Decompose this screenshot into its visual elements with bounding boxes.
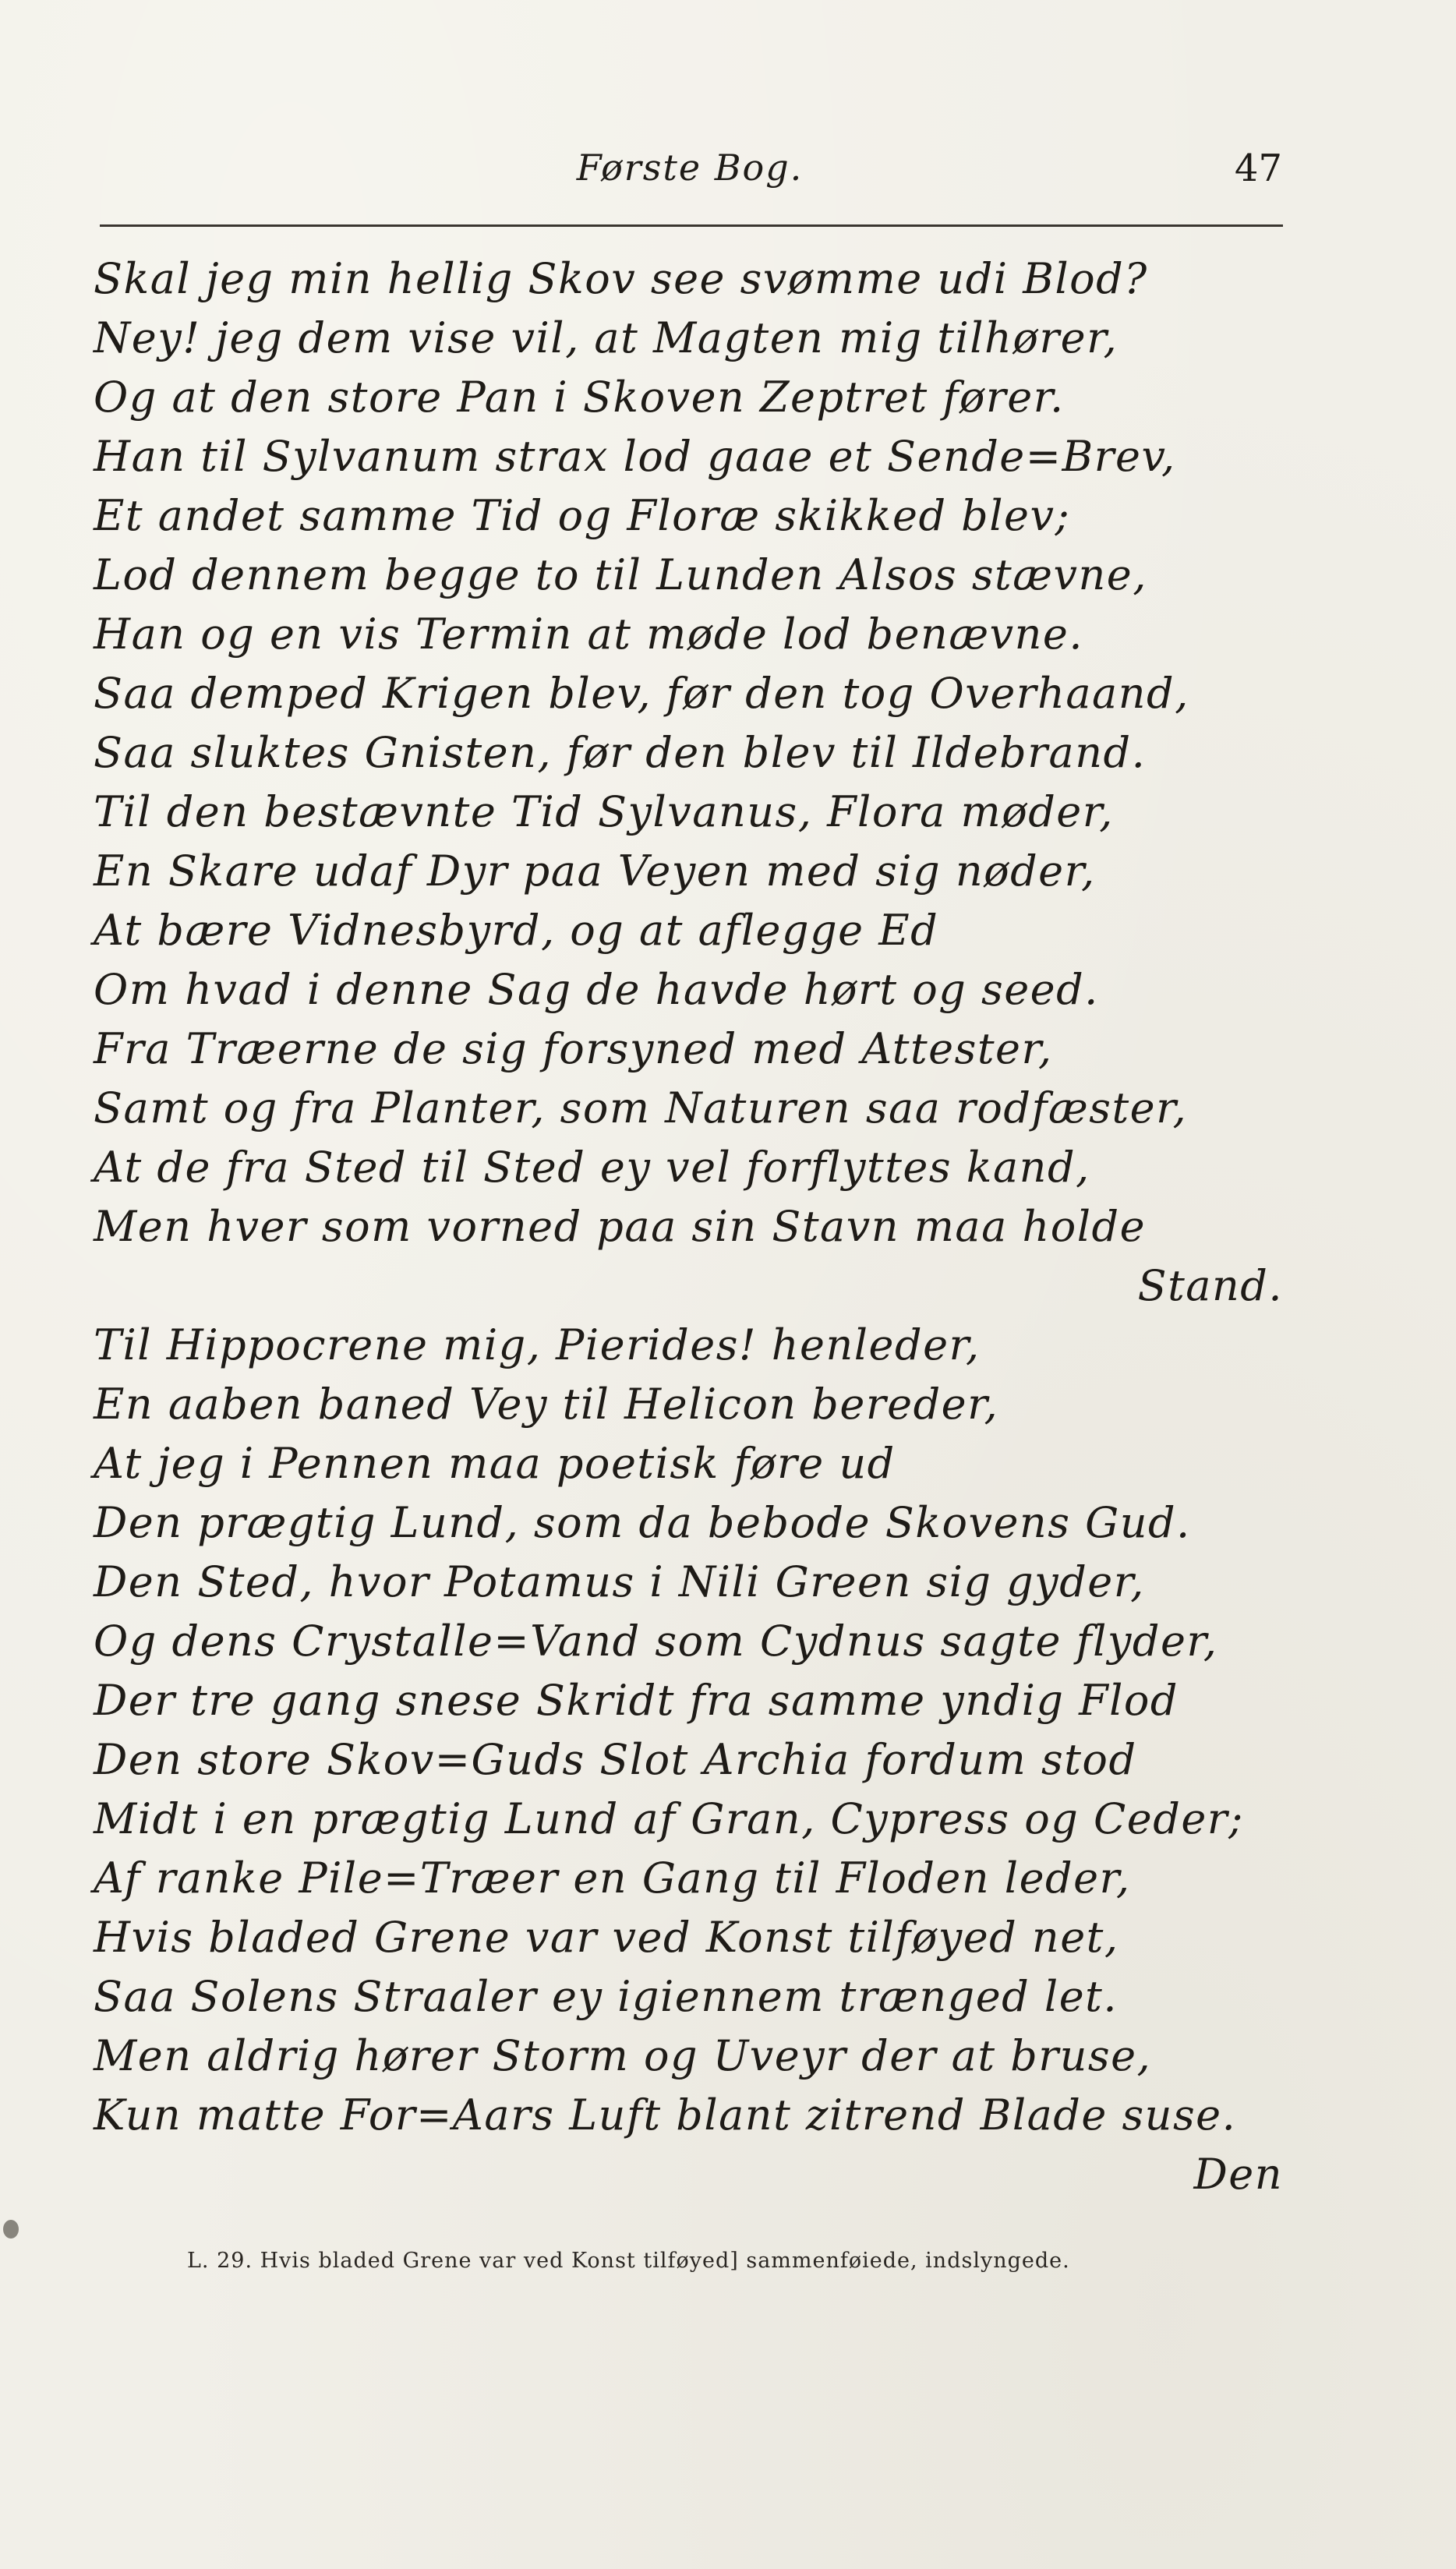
verse-line: Men hver som vorned paa sin Stavn maa holde — [94, 1202, 1147, 1251]
verse-line: Midt i en prægtig Lund af Gran, Cypress og Ceder; — [94, 1794, 1244, 1843]
verse-line: Den Sted, hvor Potamus i Nili Green sig gyder, — [94, 1557, 1145, 1606]
verse-line: Hvis bladed Grene var ved Konst tilføyed net, — [94, 1913, 1119, 1962]
verse-line: Om hvad i denne Sag de havde hørt og seed. — [94, 965, 1099, 1014]
verse-line: En Skare udaf Dyr paa Veyen med sig nøder, — [94, 846, 1096, 896]
verse-line: Den store Skov=Guds Slot Archia fordum stod — [94, 1735, 1137, 1784]
verse-line: Fra Træerne de sig forsyned med Attester, — [94, 1024, 1053, 1073]
verse-line: En aaben baned Vey til Helicon bereder, — [94, 1380, 999, 1429]
verse-line: Saa sluktes Gnisten, før den blev til Ildebrand. — [94, 728, 1147, 777]
verse-line: At bære Vidnesbyrd, og at aflegge Ed — [94, 906, 939, 955]
verse-line: Den prægtig Lund, som da bebode Skovens Gud. — [94, 1498, 1191, 1547]
running-title: Første Bog. — [576, 147, 804, 189]
verse-line: Og dens Crystalle=Vand som Cydnus sagte flyder, — [94, 1617, 1218, 1666]
verse-line: Der tre gang snese Skridt fra samme yndig Flod — [94, 1676, 1179, 1725]
header-rule — [100, 224, 1283, 227]
verse-line: Af ranke Pile=Træer en Gang til Floden leder, — [94, 1853, 1131, 1903]
verse-line: Han til Sylvanum strax lod gaae et Sende=Brev, — [94, 432, 1176, 481]
verse-line: Og at den store Pan i Skoven Zeptret fører. — [94, 373, 1065, 422]
verse-line-turnover: Stand. — [1137, 1261, 1283, 1310]
page-header — [97, 140, 1282, 203]
poem-text — [94, 249, 1286, 2204]
verse-line: Saa demped Krigen blev, før den tog Overhaand, — [94, 669, 1189, 718]
verse-line: Lod dennem begge to til Lunden Alsos stævne, — [94, 550, 1147, 599]
verse-line: Kun matte For=Aars Luft blant zitrend Blade suse. — [94, 2090, 1237, 2140]
verse-line: Samt og fra Planter, som Naturen saa rodfæster, — [94, 1083, 1188, 1133]
verse-line: Han og en vis Termin at møde lod benævne. — [94, 610, 1083, 659]
footnote: L. 29. Hvis bladed Grene var ved Konst tilføyed] sammenføiede, indslyngede. — [187, 2249, 1070, 2273]
verse-line: At de fra Sted til Sted ey vel forflyttes kand, — [94, 1143, 1090, 1192]
verse-line: Ney! jeg dem vise vil, at Magten mig tilhører, — [94, 313, 1119, 362]
verse-line: Til den bestævnte Tid Sylvanus, Flora møder, — [94, 787, 1114, 836]
catchword: Den — [1193, 2150, 1283, 2199]
paper-speck — [3, 2220, 19, 2239]
verse-line: Skal jeg min hellig Skov see svømme udi Blod? — [94, 254, 1148, 303]
verse-line: At jeg i Pennen maa poetisk føre ud — [94, 1439, 896, 1488]
verse-line: Saa Solens Straaler ey igiennem trænged let. — [94, 1972, 1119, 2021]
verse-line: Et andet samme Tid og Floræ skikked blev; — [94, 491, 1071, 540]
page-number: 47 — [1234, 147, 1282, 190]
verse-line: Men aldrig hører Storm og Uveyr der at bruse, — [94, 2031, 1152, 2080]
verse-line: Til Hippocrene mig, Pierides! henleder, — [94, 1320, 981, 1369]
